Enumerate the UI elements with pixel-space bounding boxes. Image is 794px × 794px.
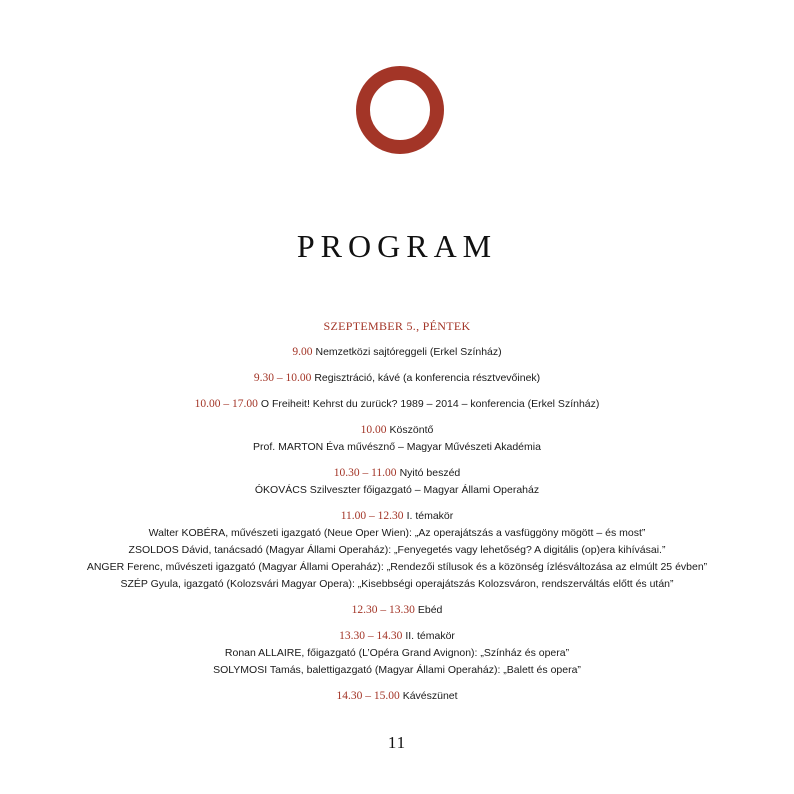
schedule-item <box>0 344 794 361</box>
item-title: I. témakör <box>406 510 454 522</box>
item-detail: Walter KOBÉRA, művészeti igazgató (Neue Oper Wien): „Az operajátszás a vasfüggöny mögött – és most” <box>148 527 646 539</box>
item-title: Ebéd <box>417 604 443 616</box>
item-title: Regisztráció, kávé (a konferencia résztvevőinek) <box>314 372 541 384</box>
item-title: II. témakör <box>405 630 455 642</box>
schedule-item <box>0 602 794 619</box>
item-time: 13.30 – 14.30 <box>339 630 403 642</box>
schedule-item <box>0 508 794 593</box>
item-detail: ZSOLDOS Dávid, tanácsadó (Magyar Állami Operaház): „Fenyegetés vagy lehetőség? A digitális (op)era kihívásai.” <box>128 544 666 556</box>
item-detail: SZÉP Gyula, igazgató (Kolozsvári Magyar Opera): „Kisebbségi operajátszás Kolozsváron, rendszerváltás előtt és után” <box>120 578 674 590</box>
day-heading: SZEPTEMBER 5., PÉNTEK <box>323 319 471 333</box>
page-title: PROGRAM <box>296 228 498 264</box>
item-title: Köszöntő <box>389 424 434 436</box>
item-detail: Prof. MARTON Éva művésznő – Magyar Művészeti Akadémia <box>253 441 541 453</box>
item-title: Nyitó beszéd <box>399 467 461 479</box>
schedule-item <box>0 370 794 387</box>
item-time: 14.30 – 15.00 <box>336 690 400 702</box>
schedule-item <box>0 422 794 456</box>
item-detail: Ronan ALLAIRE, főigazgató (L’Opéra Grand Avignon): „Színház és opera” <box>224 647 570 659</box>
item-detail: SOLYMOSI Tamás, balettigazgató (Magyar Állami Operaház): „Balett és opera” <box>213 664 581 676</box>
schedule-item <box>0 688 794 705</box>
item-detail: ANGER Ferenc, művészeti igazgató (Magyar Állami Operaház): „Rendezői stílusok és a közönség ízlésváltozása az elmúlt 25 évben” <box>86 561 708 573</box>
page-number: 11 <box>387 733 407 752</box>
item-time: 9.30 – 10.00 <box>253 372 312 384</box>
schedule-item <box>0 628 794 679</box>
item-title: O Freiheit! Kehrst du zurück? 1989 – 2014 – konferencia (Erkel Színház) <box>260 398 600 410</box>
item-time: 10.30 – 11.00 <box>333 467 397 479</box>
item-time: 11.00 – 12.30 <box>340 510 404 522</box>
schedule-item <box>0 396 794 413</box>
item-time: 12.30 – 13.30 <box>351 604 415 616</box>
item-time: 10.00 – 17.00 <box>194 398 258 410</box>
item-title: Nemzetközi sajtóreggeli (Erkel Színház) <box>315 346 502 358</box>
item-detail: ÓKOVÁCS Szilveszter főigazgató – Magyar Állami Operaház <box>254 484 540 496</box>
item-time: 9.00 <box>292 346 313 358</box>
schedule-item <box>0 465 794 499</box>
item-time: 10.00 <box>360 424 387 436</box>
item-title: Kávészünet <box>402 690 458 702</box>
program-schedule <box>0 318 794 714</box>
circle-logo <box>356 66 444 154</box>
